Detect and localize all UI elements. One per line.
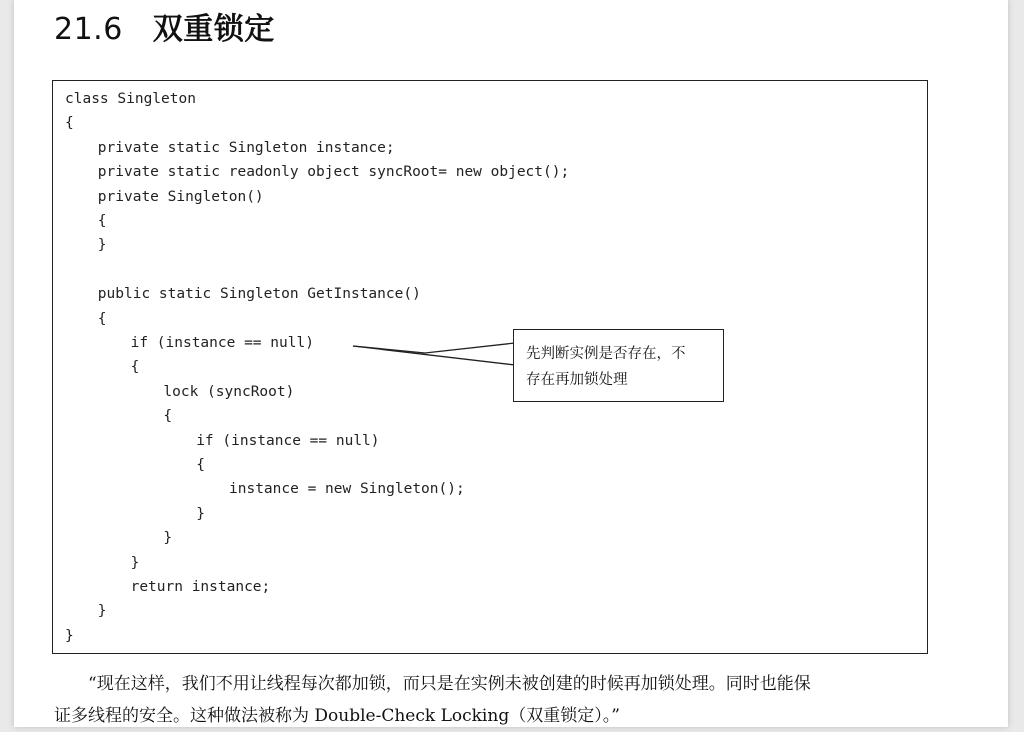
- code-line: return instance;: [130, 579, 271, 595]
- code-line: }: [97, 603, 107, 620]
- code-line: private static Singleton instance;: [97, 139, 395, 156]
- body-paragraph: [54, 668, 954, 732]
- section-number: 21.6: [54, 12, 123, 47]
- section-heading: [54, 4, 275, 48]
- paragraph-line-2: 证多线程的安全。这种做法被称为 Double-Check Locking（双重锁定）。”: [54, 706, 620, 726]
- code-line: {: [163, 408, 173, 425]
- code-line: {: [130, 359, 140, 376]
- paragraph-line-1: “现在这样，我们不用让线程每次都加锁，而只是在实例未被创建的时候再加锁处理。同时也能保: [88, 674, 811, 694]
- code-line: }: [65, 627, 74, 644]
- code-line: public static Singleton GetInstance(): [97, 286, 421, 303]
- book-page: [14, 0, 1008, 727]
- code-line: {: [97, 213, 107, 229]
- code-line: if (instance == null): [196, 432, 380, 449]
- code-line: class Singleton: [65, 91, 196, 107]
- code-line: }: [196, 505, 205, 522]
- callout-note: [513, 329, 724, 402]
- code-line: }: [130, 554, 140, 571]
- code-line: private Singleton(): [97, 188, 264, 205]
- section-title: 双重锁定: [152, 12, 275, 47]
- callout-line-1: 先判断实例是否存在，不: [526, 346, 686, 362]
- code-line: }: [97, 237, 107, 254]
- code-line: {: [65, 115, 74, 132]
- code-line: {: [97, 310, 107, 327]
- code-line: instance = new Singleton();: [229, 481, 465, 498]
- code-line: {: [196, 457, 205, 473]
- code-line: }: [163, 530, 173, 547]
- code-line: if (instance == null): [130, 335, 314, 351]
- code-listing-box: [52, 80, 928, 654]
- code-line: lock (syncRoot): [163, 383, 295, 400]
- code-line: private static readonly object syncRoot= new object();: [97, 164, 570, 181]
- callout-pointer: [53, 81, 929, 655]
- callout-line-2: 存在再加锁处理: [526, 372, 628, 388]
